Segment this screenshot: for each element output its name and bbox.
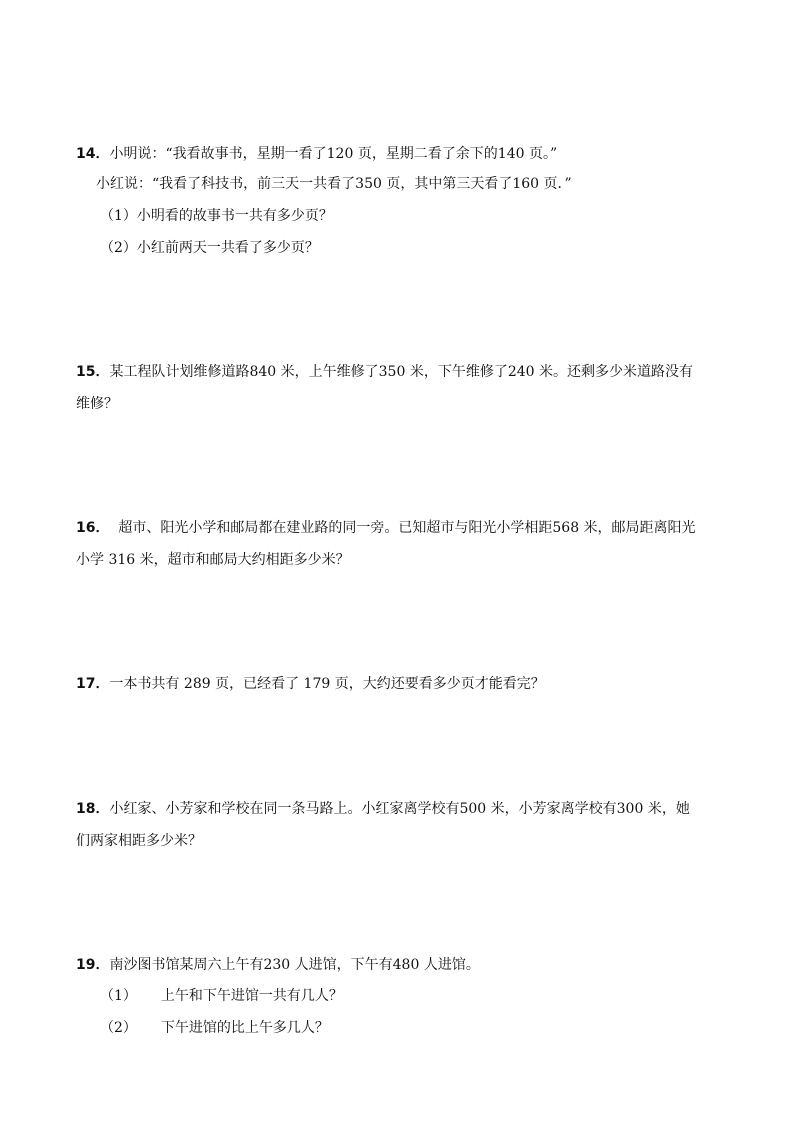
question-number: 15． xyxy=(76,364,110,380)
question-19-sub2 xyxy=(100,1018,329,1038)
question-14-line1 xyxy=(76,144,557,164)
question-15-line2: 维修？ xyxy=(76,396,118,412)
question-16-line1 xyxy=(76,518,696,538)
question-14-sub2: （2）小红前两天一共看了多少页？ xyxy=(100,240,319,256)
question-text: 某工程队计划维修道路840 米，上午维修了350 米，下午维修了240 米。还剩多少米道路没有 xyxy=(109,364,693,380)
question-14-line2: 小红说：“我看了科技书，前三天一共看了350 页，其中第三天看了160 页．” xyxy=(96,176,572,192)
question-19-line1 xyxy=(76,955,480,975)
question-16-line2: 小学 316 米，超市和邮局大约相距多少米？ xyxy=(76,552,350,568)
sub-question-label: （1） xyxy=(100,988,137,1004)
question-number: 18． xyxy=(76,801,110,817)
question-number: 16． xyxy=(76,520,110,536)
question-number: 14． xyxy=(76,146,110,162)
question-number: 19． xyxy=(76,957,110,973)
question-text: 南沙图书馆某周六上午有230 人进馆，下午有480 人进馆。 xyxy=(109,957,480,973)
question-text: 小红家、小芳家和学校在同一条马路上。小红家离学校有500 米，小芳家离学校有300 米，她 xyxy=(109,801,690,817)
question-19-sub1 xyxy=(100,986,343,1006)
question-text: 小明说：“我看故事书，星期一看了120 页，星期二看了余下的140 页。” xyxy=(109,146,558,162)
question-17-line1 xyxy=(76,674,545,694)
question-text: 一本书共有 289 页，已经看了 179 页，大约还要看多少页才能看完？ xyxy=(109,676,545,692)
question-number: 17． xyxy=(76,676,110,692)
sub-question-text: 下午进馆的比上午多几人？ xyxy=(160,1020,329,1036)
sub-question-label: （2） xyxy=(100,1020,137,1036)
question-18-line1 xyxy=(76,799,690,819)
question-15-line1 xyxy=(76,362,693,382)
sub-question-text: 上午和下午进馆一共有几人？ xyxy=(160,988,343,1004)
question-18-line2: 们两家相距多少米？ xyxy=(76,833,202,849)
question-text: 超市、阳光小学和邮局都在建业路的同一旁。已知超市与阳光小学相距568 米，邮局距离阳光 xyxy=(109,520,696,536)
question-14-sub1: （1）小明看的故事书一共有多少页？ xyxy=(100,208,333,224)
